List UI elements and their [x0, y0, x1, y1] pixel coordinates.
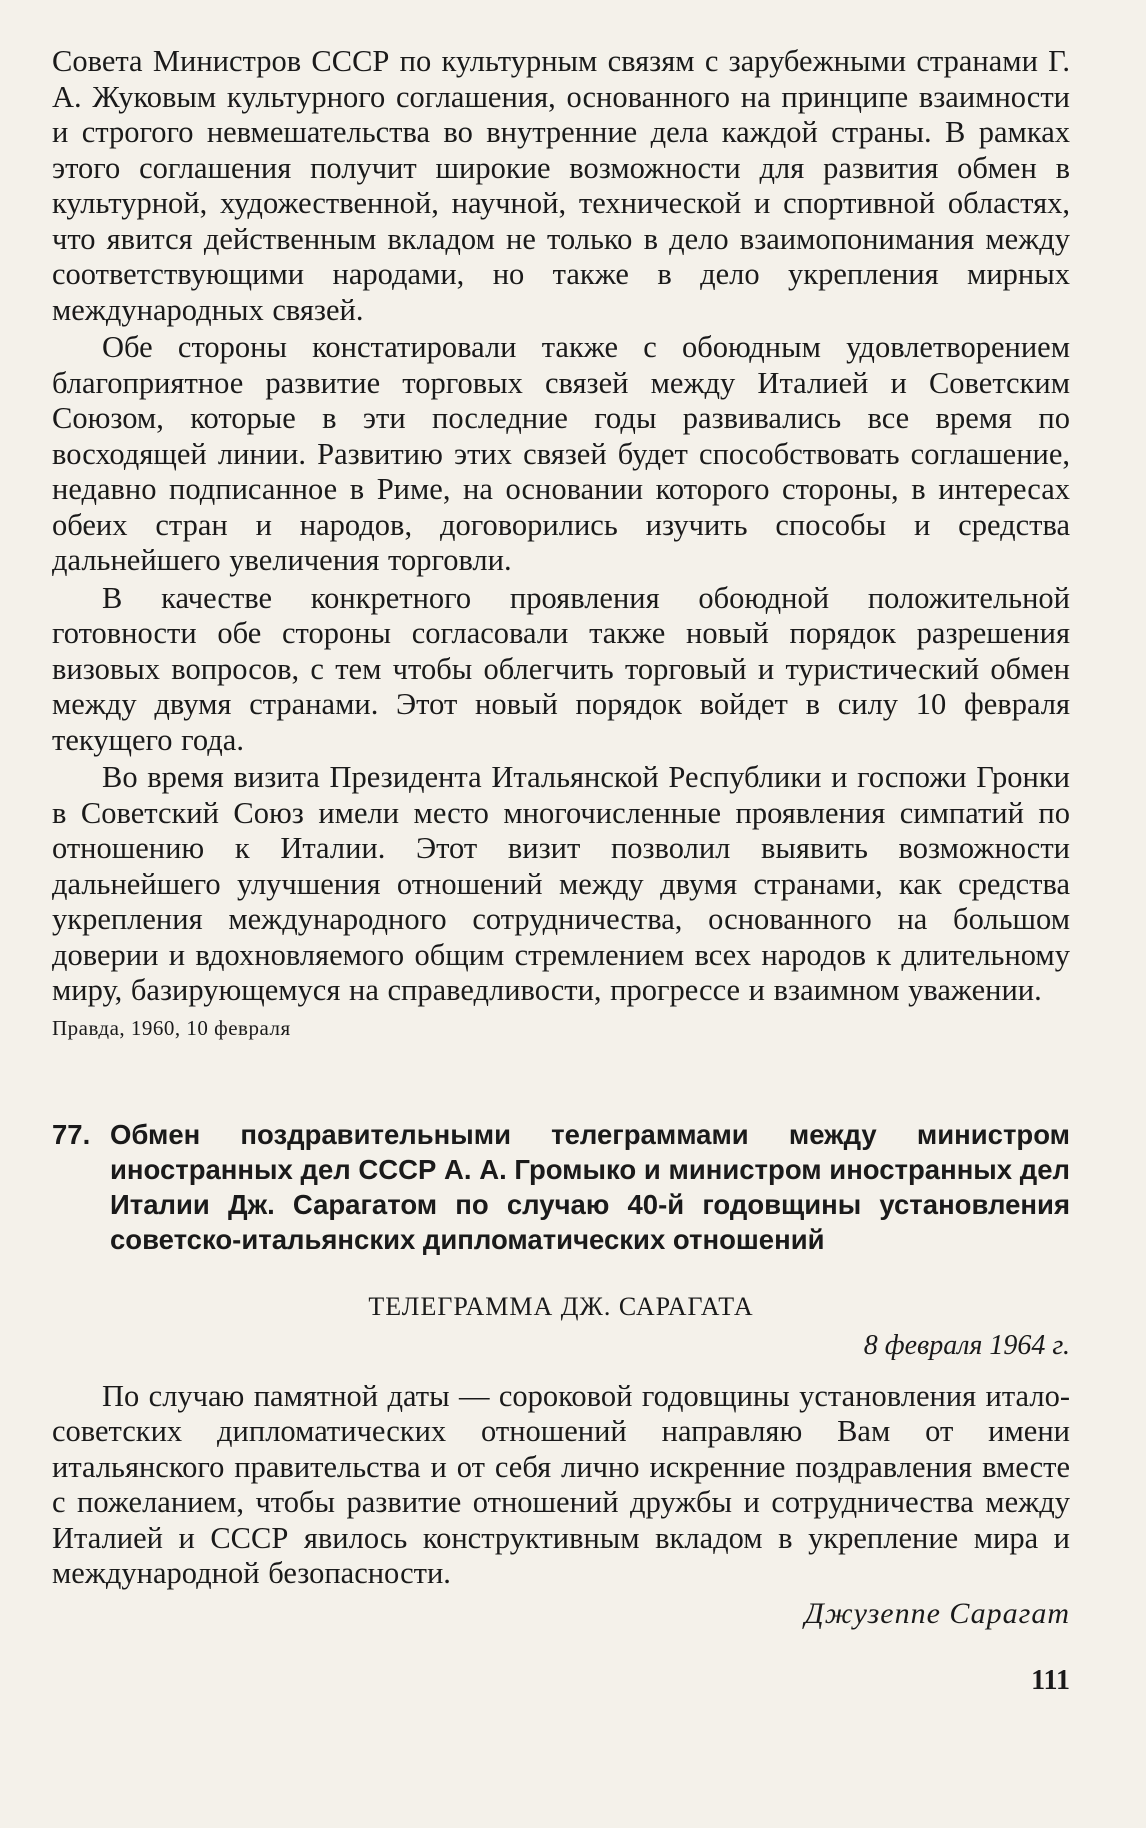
paragraph-2: Обе стороны констатировали также с обоюдным удовлетворением благоприятное развитие торговых связей между Италией и Советским Союзом, которые в эти последние годы развивались все время по восходящей линии. Развитию этих связей будет способствовать соглашение, недавно подписанное в Риме, на основании которого стороны, в интересах обеих стран и народов, договорились изучить способы и средства дальнейшего увеличения торговли. [52, 330, 1070, 577]
telegram-signature: Джузеппе Сарагат [804, 1596, 1070, 1630]
document-page [52, 44, 1070, 1632]
page-number: 111 [1031, 1665, 1070, 1696]
paragraph-4: Во время визита Президента Итальянской Республики и госпожи Гронки в Советский Союз имели место многочисленные проявления симпатий по отношению к Италии. Этот визит позволил выявить возможности дальнейшего улучшения отношений между двумя странами, как средства укрепления международного сотрудничества, основанного на большом доверии и вдохновляемого общим стремлением всех народов к длительному миру, базирующемуся на справедливости, прогрессе и взаимном уважении. [52, 760, 1070, 1007]
section-heading [52, 1117, 1070, 1257]
telegram-date: 8 февраля 1964 г. [863, 1329, 1070, 1361]
source-citation: Правда, 1960, 10 февраля [52, 1015, 291, 1040]
section-number: 77. [52, 1118, 91, 1150]
paragraph-1: Совета Министров СССР по культурным связям с зарубежными странами Г. А. Жуковым культурного соглашения, основанного на принципе взаимности и строгого невмешательства во внутренние дела каждой страны. В рамках этого соглашения получит широкие возможности для развития обмен в культурной, художественной, научной, технической и спортивной областях, что явится действенным вкладом не только в дело взаимопонимания между соответствующими народами, но также в дело укрепления мирных международных связей. [52, 44, 1070, 327]
section-title: Обмен поздравительными телеграммами между министром иностранных дел СССР А. А. Громыко и министром иностранных дел Италии Дж. Сарагатом по случаю 40-й годовщины установления советско-итальянских дипломатических отношений [110, 1118, 1070, 1255]
telegram-body: По случаю памятной даты — сороковой годовщины установления итало-советских дипломатических отношений направляю Вам от имени итальянского правительства и от себя лично искренние поздравления вместе с пожеланием, чтобы развитие отношений дружбы и сотрудничества между Италией и СССР явилось конструктивным вкладом в укрепление мира и международной безопасности. [52, 1378, 1070, 1590]
telegram-title: ТЕЛЕГРАММА ДЖ. САРАГАТА [368, 1291, 754, 1321]
paragraph-3: В качестве конкретного проявления обоюдной положительной готовности обе стороны согласовали также новый порядок разрешения визовых вопросов, с тем чтобы облегчить торговый и туристический обмен между двумя странами. Этот новый порядок войдет в силу 10 февраля текущего года. [52, 580, 1070, 757]
